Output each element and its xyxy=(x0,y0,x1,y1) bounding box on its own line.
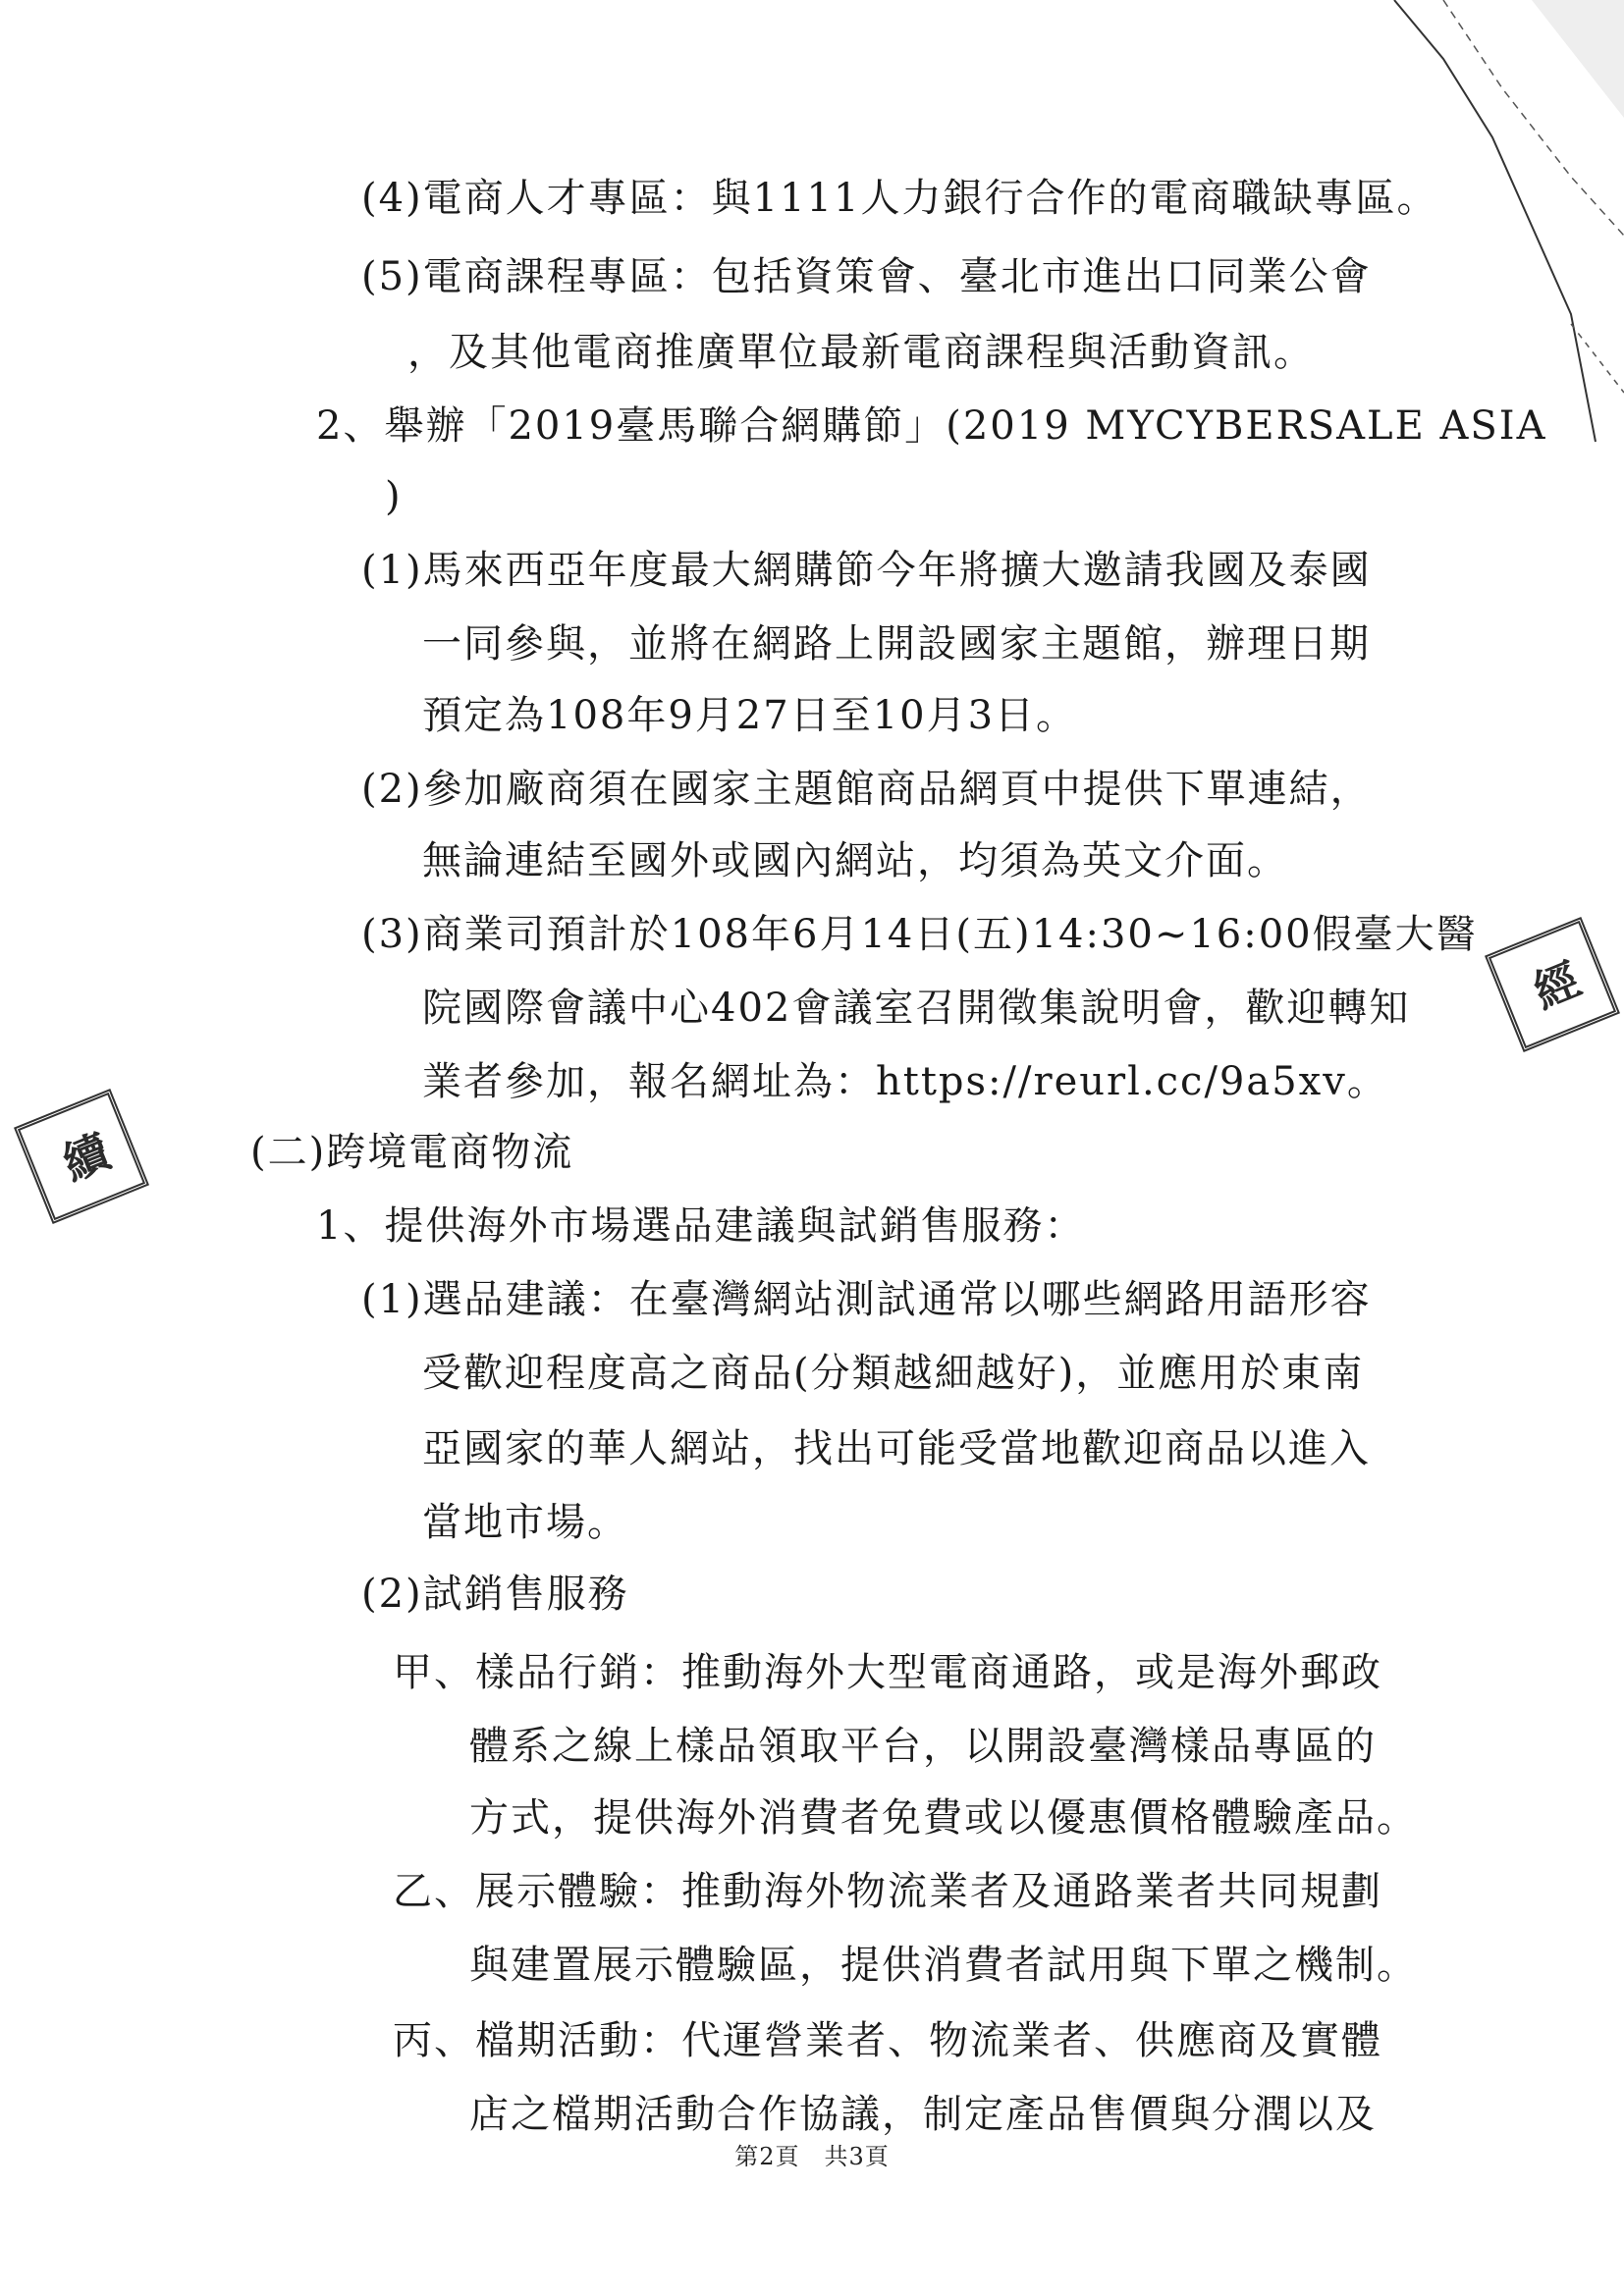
doc-line-10: 無論連結至國外或國內網站，均須為英文介面。 xyxy=(422,838,1288,883)
seal-right-text: 經 xyxy=(1526,955,1581,1019)
doc-line-17: 受歡迎程度高之商品(分類越細越好)，並應用於東南 xyxy=(422,1351,1365,1396)
doc-line-20: (2)試銷售服務 xyxy=(361,1572,629,1617)
doc-line-18: 亞國家的華人網站，找出可能受當地歡迎商品以進入 xyxy=(422,1426,1371,1471)
doc-line-23: 方式，提供海外消費者免費或以優惠價格體驗產品。 xyxy=(469,1795,1418,1841)
doc-line-26: 丙、檔期活動：代運營業者、物流業者、供應商及實體 xyxy=(393,2018,1382,2063)
doc-line-24: 乙、展示體驗：推動海外物流業者及通路業者共同規劃 xyxy=(393,1869,1382,1914)
doc-line-5: ) xyxy=(385,474,403,519)
doc-line-22: 體系之線上樣品領取平台，以開設臺灣樣品專區的 xyxy=(469,1724,1377,1769)
doc-line-2: (5)電商課程專區：包括資策會、臺北市進出口同業公會 xyxy=(361,254,1372,299)
doc-line-6: (1)馬來西亞年度最大網購節今年將擴大邀請我國及泰國 xyxy=(361,548,1372,593)
doc-line-27: 店之檔期活動合作協議，制定產品售價與分潤以及 xyxy=(469,2092,1377,2137)
doc-line-11: (3)商業司預計於108年6月14日(五)14:30~16:00假臺大醫 xyxy=(361,912,1478,957)
doc-line-1: (4)電商人才專區：與1111人力銀行合作的電商職缺專區。 xyxy=(361,176,1438,221)
doc-line-4: 2、舉辦「2019臺馬聯合網購節」(2019 MYCYBERSALE ASIA xyxy=(316,403,1547,449)
doc-line-7: 一同參與，並將在網路上開設國家主題館，辦理日期 xyxy=(422,621,1371,667)
doc-line-14: (二)跨境電商物流 xyxy=(250,1130,574,1175)
doc-line-25: 與建置展示體驗區，提供消費者試用與下單之機制。 xyxy=(469,1943,1418,1988)
doc-line-9: (2)參加廠商須在國家主題館商品網頁中提供下單連結， xyxy=(361,767,1372,812)
doc-line-12: 院國際會議中心402會議室召開徵集說明會，歡迎轉知 xyxy=(422,986,1411,1031)
doc-line-19: 當地市場。 xyxy=(422,1500,628,1545)
doc-line-8: 預定為108年9月27日至10月3日。 xyxy=(422,693,1078,738)
doc-line-21: 甲、樣品行銷：推動海外大型電商通路，或是海外郵政 xyxy=(393,1650,1382,1695)
seal-left-text: 續 xyxy=(55,1127,110,1191)
doc-line-3: ，及其他電商推廣單位最新電商課程與活動資訊。 xyxy=(407,330,1315,375)
doc-line-15: 1、提供海外市場選品建議與試銷售服務： xyxy=(316,1203,1086,1249)
doc-line-13: 業者參加，報名網址為：https://reurl.cc/9a5xv。 xyxy=(422,1059,1388,1104)
page-footer: 第2頁 共3頁 xyxy=(734,2143,890,2170)
doc-line-16: (1)選品建議：在臺灣網站測試通常以哪些網路用語形容 xyxy=(361,1277,1372,1322)
